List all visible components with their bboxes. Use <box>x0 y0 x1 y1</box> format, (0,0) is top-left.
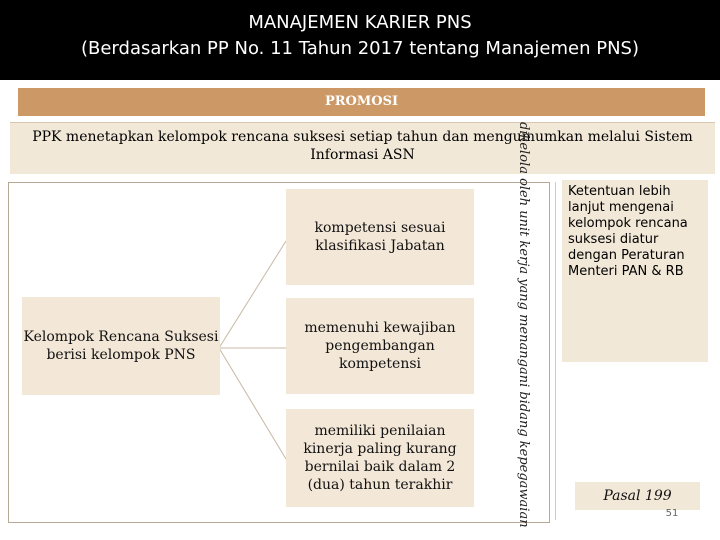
vertical-note-text: dikelola oleh unit kerja yang menangani bidang kepegawaian <box>516 122 531 528</box>
vertical-note <box>496 122 550 528</box>
slide-header <box>0 0 720 80</box>
branch-box-3: memiliki penilaian kinerja paling kurang bernilai baik dalam 2 (dua) tahun terakhir <box>286 409 474 507</box>
branch-box-1: kompetensi sesuai klasifikasi Jabatan <box>286 189 474 285</box>
root-box: Kelompok Rencana Suksesi berisi kelompok PNS <box>22 297 220 395</box>
side-note: Ketentuan lebih lanjut mengenai kelompok rencana suksesi diatur dengan Peraturan Menteri PAN & RB <box>562 180 708 362</box>
slide-title-line1: MANAJEMEN KARIER PNS <box>248 12 472 33</box>
diagram-frame <box>8 182 550 523</box>
vertical-divider <box>555 182 556 520</box>
branch-box-2: memenuhi kewajiban pengembangan kompetensi <box>286 298 474 394</box>
section-label: PROMOSI <box>18 88 705 116</box>
slide-title-line2: (Berdasarkan PP No. 11 Tahun 2017 tentang Manajemen PNS) <box>80 38 639 59</box>
reference-label: Pasal 199 <box>575 482 700 510</box>
connector-line-1 <box>219 241 286 348</box>
description-text: PPK menetapkan kelompok rencana suksesi setiap tahun dan mengumumkan melalui Sistem Informasi ASN <box>10 122 715 174</box>
page-number: 51 <box>665 508 679 519</box>
connector-line-3 <box>219 348 286 459</box>
